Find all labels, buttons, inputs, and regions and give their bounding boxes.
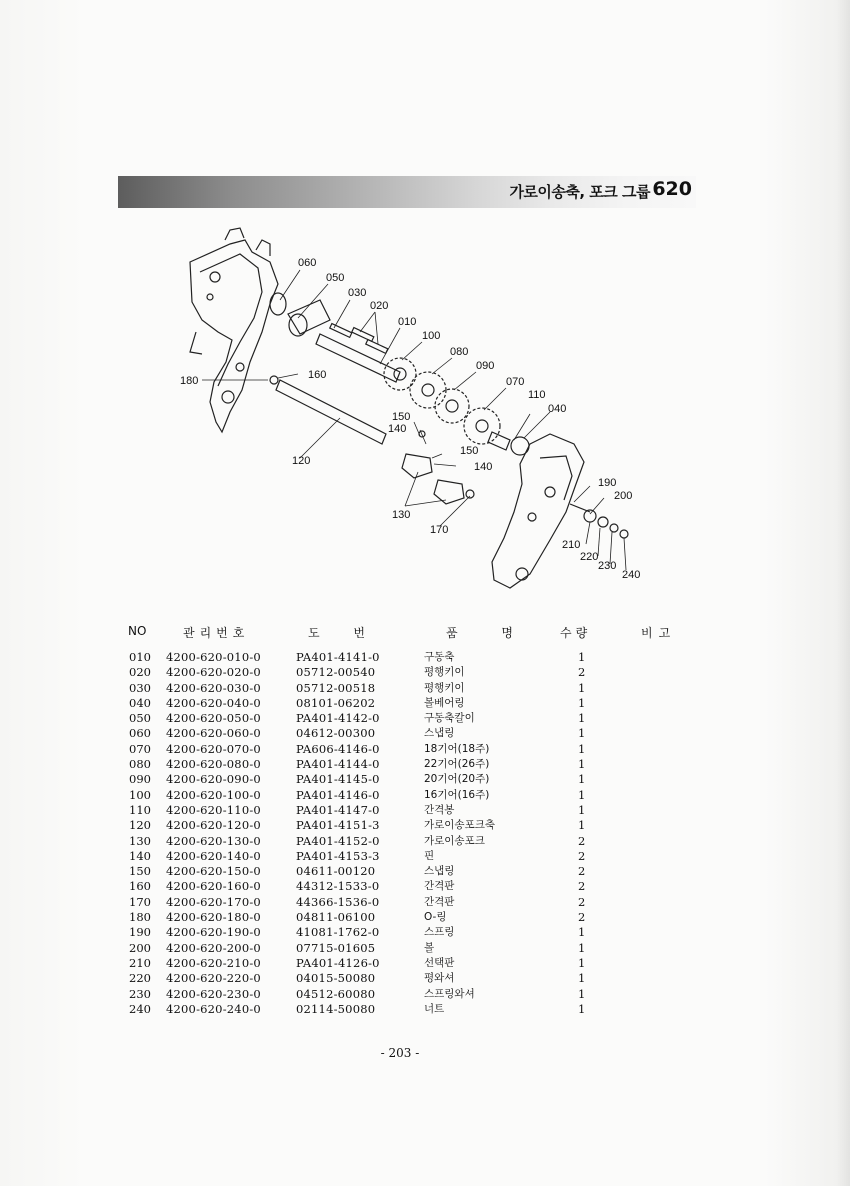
row-drawing-no: 04612-00300: [296, 726, 376, 741]
row-part-name: 볼베어링: [424, 696, 465, 709]
callout-170: 170: [430, 524, 449, 536]
row-part-no: 4200-620-090-0: [166, 772, 261, 787]
row-part-no: 4200-620-080-0: [166, 757, 261, 772]
row-part-name: 핀: [424, 849, 435, 862]
table-row: [128, 1002, 688, 1017]
row-quantity: 2: [578, 833, 586, 848]
table-row: [128, 757, 688, 772]
row-part-no: 4200-620-060-0: [166, 726, 261, 741]
table-row: [128, 864, 688, 879]
section-title: 가로이송축, 포크 그룹: [509, 183, 650, 201]
row-drawing-no: PA401-4144-0: [296, 757, 380, 772]
row-part-no: 4200-620-170-0: [166, 894, 261, 909]
row-drawing-no: PA401-4153-3: [296, 848, 380, 863]
row-part-name: 평와셔: [424, 972, 455, 985]
table-row: [128, 987, 688, 1002]
row-drawing-no: PA401-4126-0: [296, 955, 380, 970]
row-quantity: 1: [578, 787, 586, 802]
row-part-name: 22기어(26주): [424, 758, 490, 771]
table-row: [128, 849, 688, 864]
column-drawing-no: 도 번: [308, 626, 365, 640]
table-row: [128, 941, 688, 956]
row-no: 140: [129, 848, 151, 863]
callout-labels: [180, 257, 640, 581]
row-part-name: 가로이송포크축: [424, 819, 496, 832]
table-row: [128, 895, 688, 910]
row-no: 240: [129, 1001, 151, 1016]
parts-table-header: [128, 624, 688, 642]
table-row: [128, 665, 688, 680]
table-row: [128, 971, 688, 986]
callout-070: 070: [506, 376, 525, 388]
parts-table-body: [128, 650, 688, 1017]
row-drawing-no: 05712-00518: [296, 680, 376, 695]
row-drawing-no: 44366-1536-0: [296, 894, 380, 909]
row-part-name: 구동축: [424, 651, 455, 663]
row-drawing-no: PA401-4142-0: [296, 711, 380, 726]
callout-060: 060: [298, 257, 317, 269]
group-number: 620: [652, 178, 692, 200]
callout-230: 230: [598, 560, 617, 572]
row-quantity: 1: [578, 1001, 586, 1016]
row-drawing-no: 08101-06202: [296, 695, 376, 710]
callout-200: 200: [614, 490, 633, 502]
row-quantity: 1: [578, 711, 586, 726]
row-part-no: 4200-620-030-0: [166, 680, 261, 695]
table-row: [128, 788, 688, 803]
callout-140-upper: 140: [388, 423, 407, 435]
row-part-no: 4200-620-210-0: [166, 955, 261, 970]
row-part-no: 4200-620-230-0: [166, 986, 261, 1001]
row-no: 130: [129, 833, 151, 848]
table-row: [128, 879, 688, 894]
table-row: [128, 834, 688, 849]
row-quantity: 1: [578, 726, 586, 741]
table-row: [128, 925, 688, 940]
row-part-name: 간격봉: [424, 803, 455, 816]
row-quantity: 1: [578, 955, 586, 970]
row-drawing-no: PA401-4145-0: [296, 772, 380, 787]
row-part-no: 4200-620-070-0: [166, 741, 261, 756]
row-no: 200: [129, 940, 151, 955]
row-part-name: 가로이송포크: [424, 834, 485, 847]
row-quantity: 2: [578, 910, 586, 925]
row-part-no: 4200-620-180-0: [166, 910, 261, 925]
table-row: [128, 772, 688, 787]
table-row: [128, 818, 688, 833]
table-row: [128, 696, 688, 711]
callout-140-lower: 140: [474, 461, 493, 473]
section-header-band: [118, 176, 696, 208]
row-quantity: 2: [578, 848, 586, 863]
row-no: 080: [129, 757, 151, 772]
row-quantity: 1: [578, 986, 586, 1001]
row-drawing-no: PA401-4146-0: [296, 787, 380, 802]
gear-080: [410, 372, 446, 408]
row-no: 210: [129, 955, 151, 970]
table-row: [128, 681, 688, 696]
callout-240: 240: [622, 569, 641, 581]
row-part-name: 볼: [424, 941, 435, 954]
page-number: - 203 -: [380, 1046, 420, 1060]
callout-150-lower: 150: [460, 445, 479, 457]
row-drawing-no: 04015-50080: [296, 971, 376, 986]
row-no: 170: [129, 894, 151, 909]
row-quantity: 2: [578, 665, 586, 680]
callout-190: 190: [598, 477, 617, 489]
callout-130: 130: [392, 509, 411, 521]
column-no: NO: [128, 624, 147, 638]
row-part-no: 4200-620-120-0: [166, 818, 261, 833]
row-part-no: 4200-620-150-0: [166, 864, 261, 879]
row-quantity: 1: [578, 757, 586, 772]
row-part-name: 평행키이: [424, 681, 465, 694]
row-drawing-no: PA401-4141-0: [296, 650, 380, 664]
table-row: [128, 711, 688, 726]
table-row: [128, 803, 688, 818]
row-part-no: 4200-620-140-0: [166, 848, 261, 863]
column-note: 비고: [641, 626, 677, 640]
row-part-name: O-링: [424, 911, 447, 924]
row-part-no: 4200-620-050-0: [166, 711, 261, 726]
row-part-no: 4200-620-110-0: [166, 802, 261, 817]
row-quantity: 1: [578, 695, 586, 710]
row-no: 180: [129, 910, 151, 925]
callout-090: 090: [476, 360, 495, 372]
row-part-name: 평행키이: [424, 666, 465, 679]
row-part-name: 20기어(20주): [424, 773, 490, 786]
row-quantity: 2: [578, 894, 586, 909]
row-no: 030: [129, 680, 151, 695]
row-no: 100: [129, 787, 151, 802]
row-drawing-no: 04811-06100: [296, 910, 376, 925]
row-part-no: 4200-620-160-0: [166, 879, 261, 894]
callout-030: 030: [348, 287, 367, 299]
row-part-name: 간격판: [424, 895, 455, 908]
exploded-parts-diagram: [170, 222, 650, 592]
row-quantity: 1: [578, 940, 586, 955]
row-drawing-no: PA606-4146-0: [296, 741, 380, 756]
row-part-name: 스냅링: [424, 727, 455, 740]
row-quantity: 1: [578, 802, 586, 817]
column-quantity: 수량: [560, 626, 592, 640]
row-drawing-no: 04512-60080: [296, 986, 376, 1001]
callout-020: 020: [370, 300, 389, 312]
table-row: [128, 910, 688, 925]
row-part-no: 4200-620-010-0: [166, 650, 261, 664]
row-no: 120: [129, 818, 151, 833]
row-no: 190: [129, 925, 151, 940]
row-part-name: 스프링와셔: [424, 987, 475, 1000]
row-part-name: 스프링: [424, 926, 455, 939]
row-no: 040: [129, 695, 151, 710]
row-quantity: 1: [578, 741, 586, 756]
row-no: 070: [129, 741, 151, 756]
row-quantity: 1: [578, 971, 586, 986]
row-quantity: 2: [578, 879, 586, 894]
callout-180: 180: [180, 375, 199, 387]
callout-150-upper: 150: [392, 411, 411, 423]
row-part-no: 4200-620-100-0: [166, 787, 261, 802]
callout-100: 100: [422, 330, 441, 342]
row-part-name: 간격판: [424, 880, 455, 893]
row-quantity: 1: [578, 680, 586, 695]
row-no: 010: [129, 650, 151, 664]
column-part-name: 품 명: [446, 626, 513, 640]
row-part-no: 4200-620-040-0: [166, 695, 261, 710]
row-drawing-no: PA401-4147-0: [296, 802, 380, 817]
row-quantity: 1: [578, 772, 586, 787]
row-no: 110: [129, 802, 151, 817]
row-drawing-no: 41081-1762-0: [296, 925, 380, 940]
table-row: [128, 742, 688, 757]
row-no: 050: [129, 711, 151, 726]
row-part-no: 4200-620-200-0: [166, 940, 261, 955]
row-drawing-no: 02114-50080: [296, 1001, 376, 1016]
row-part-name: 스냅링: [424, 865, 455, 878]
row-part-no: 4200-620-020-0: [166, 665, 261, 680]
row-no: 230: [129, 986, 151, 1001]
row-part-name: 구동축칼이: [424, 712, 475, 725]
row-no: 060: [129, 726, 151, 741]
gear-090: [435, 389, 469, 423]
row-no: 090: [129, 772, 151, 787]
column-part-no: 관리번호: [183, 626, 250, 640]
callout-leaders: [202, 270, 626, 570]
row-drawing-no: PA401-4152-0: [296, 833, 380, 848]
row-quantity: 1: [578, 925, 586, 940]
row-part-name: 선택판: [424, 956, 455, 969]
gear-070: [464, 408, 500, 444]
row-quantity: 2: [578, 864, 586, 879]
row-part-name: 너트: [424, 1002, 445, 1015]
page-edge-shadow: [836, 0, 850, 1186]
table-row: [128, 726, 688, 741]
row-part-name: 18기어(18주): [424, 742, 490, 755]
row-drawing-no: 07715-01605: [296, 940, 376, 955]
table-row: [128, 650, 688, 665]
row-no: 160: [129, 879, 151, 894]
callout-120: 120: [292, 455, 311, 467]
callout-040: 040: [548, 403, 567, 415]
callout-220: 220: [580, 551, 599, 563]
row-drawing-no: PA401-4151-3: [296, 818, 380, 833]
row-no: 150: [129, 864, 151, 879]
callout-210: 210: [562, 539, 581, 551]
row-no: 020: [129, 665, 151, 680]
row-quantity: 1: [578, 818, 586, 833]
row-drawing-no: 05712-00540: [296, 665, 376, 680]
row-part-no: 4200-620-130-0: [166, 833, 261, 848]
callout-080: 080: [450, 346, 469, 358]
row-drawing-no: 44312-1533-0: [296, 879, 380, 894]
callout-160: 160: [308, 369, 327, 381]
table-row: [128, 956, 688, 971]
row-quantity: 1: [578, 650, 586, 664]
callout-050: 050: [326, 272, 345, 284]
row-part-no: 4200-620-240-0: [166, 1001, 261, 1016]
callout-110: 110: [528, 389, 546, 401]
row-part-no: 4200-620-190-0: [166, 925, 261, 940]
callout-010: 010: [398, 316, 417, 328]
row-part-name: 16기어(16주): [424, 788, 490, 801]
row-part-no: 4200-620-220-0: [166, 971, 261, 986]
row-no: 220: [129, 971, 151, 986]
row-drawing-no: 04611-00120: [296, 864, 376, 879]
